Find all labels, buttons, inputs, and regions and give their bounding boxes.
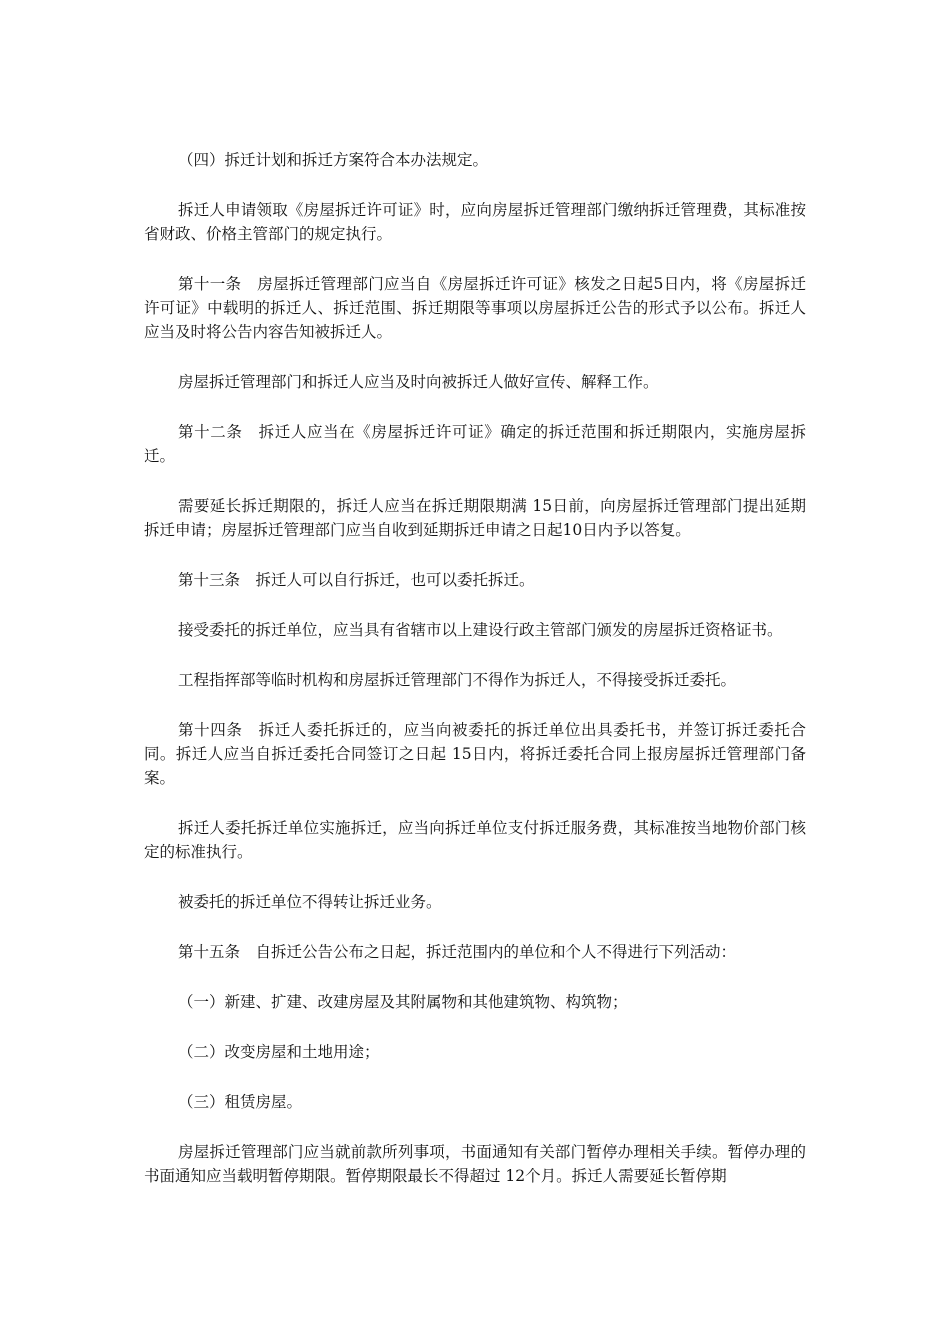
paragraph-article-14: 第十四条 拆迁人委托拆迁的，应当向被委托的拆迁单位出具委托书，并签订拆迁委托合同。拆迁人应当自拆迁委托合同签订之日起 15日内，将拆迁委托合同上报房屋拆迁管理部门备案。 xyxy=(144,721,806,787)
paragraph-no-transfer: 被委托的拆迁单位不得转让拆迁业务。 xyxy=(178,893,442,911)
paragraph-extension: 需要延长拆迁期限的，拆迁人应当在拆迁期限期满 15日前，向房屋拆迁管理部门提出延期拆迁申请；房屋拆迁管理部门应当自收到延期拆迁申请之日起10日内予以答复。 xyxy=(144,497,806,539)
paragraph-qualification: 接受委托的拆迁单位，应当具有省辖市以上建设行政主管部门颁发的房屋拆迁资格证书。 xyxy=(178,621,783,639)
paragraph-item-4: （四）拆迁计划和拆迁方案符合本办法规定。 xyxy=(178,151,489,169)
paragraph-item-3: （三）租赁房屋。 xyxy=(178,1093,303,1111)
paragraph-item-1: （一）新建、扩建、改建房屋及其附属物和其他建筑物、构筑物； xyxy=(178,993,628,1011)
paragraph-publicity: 房屋拆迁管理部门和拆迁人应当及时向被拆迁人做好宣传、解释工作。 xyxy=(178,373,659,391)
paragraph-service-fee: 拆迁人委托拆迁单位实施拆迁，应当向拆迁单位支付拆迁服务费，其标准按当地物价部门核定的标准执行。 xyxy=(144,819,806,861)
paragraph-article-13: 第十三条 拆迁人可以自行拆迁，也可以委托拆迁。 xyxy=(178,571,535,589)
document-body xyxy=(144,148,806,1214)
paragraph-fee-rule: 拆迁人申请领取《房屋拆迁许可证》时，应向房屋拆迁管理部门缴纳拆迁管理费，其标准按省财政、价格主管部门的规定执行。 xyxy=(144,201,806,243)
paragraph-suspension-notice: 房屋拆迁管理部门应当就前款所列事项，书面通知有关部门暂停办理相关手续。暂停办理的书面通知应当载明暂停期限。暂停期限最长不得超过 12个月。拆迁人需要延长暂停期 xyxy=(144,1143,806,1185)
paragraph-article-12: 第十二条 拆迁人应当在《房屋拆迁许可证》确定的拆迁范围和拆迁期限内，实施房屋拆迁。 xyxy=(144,423,806,465)
paragraph-item-2: （二）改变房屋和土地用途； xyxy=(178,1043,380,1061)
paragraph-article-15: 第十五条 自拆迁公告公布之日起，拆迁范围内的单位和个人不得进行下列活动： xyxy=(178,943,737,961)
paragraph-article-11: 第十一条 房屋拆迁管理部门应当自《房屋拆迁许可证》核发之日起5日内，将《房屋拆迁许可证》中载明的拆迁人、拆迁范围、拆迁期限等事项以房屋拆迁公告的形式予以公布。拆迁人应当及时将公告内容告知被拆迁人。 xyxy=(144,275,806,341)
paragraph-temporary-agency: 工程指挥部等临时机构和房屋拆迁管理部门不得作为拆迁人，不得接受拆迁委托。 xyxy=(178,671,737,689)
